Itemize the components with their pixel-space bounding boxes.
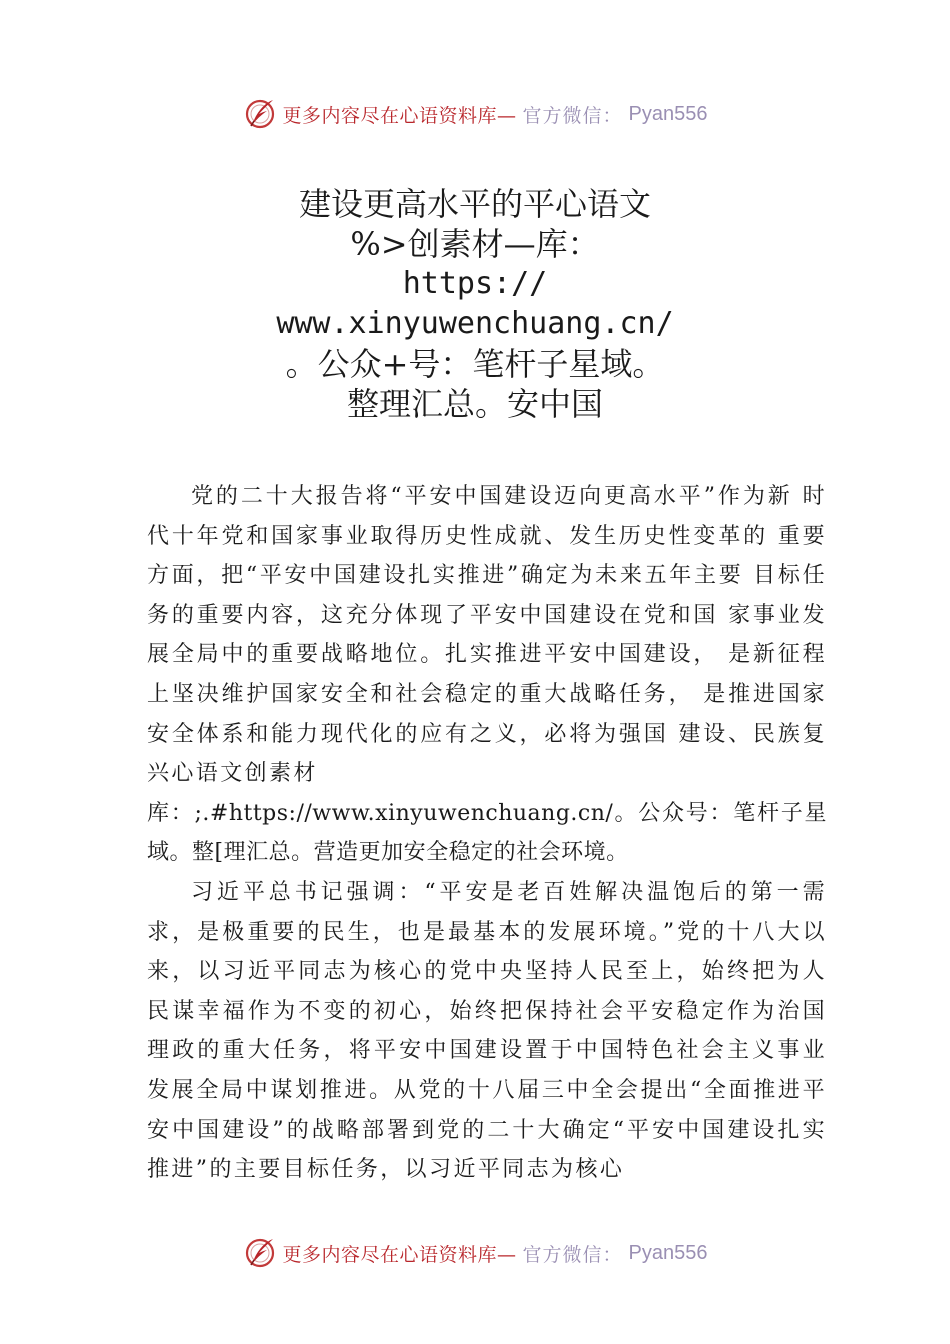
feather-logo-icon (243, 97, 277, 131)
paragraph-1 (147, 477, 827, 873)
banner-wechat-label: 官方微信： (522, 104, 623, 127)
footer-banner (0, 1233, 950, 1273)
document-body (147, 477, 827, 1190)
title-line-1: 建设更高水平的平心语文 (298, 185, 651, 223)
paragraph-1-text: 党的二十大报告将“平安中国建设迈向更高水平”作为新 时代十年党和国家事业取得历史性成就、发生历史性变革的 重要方面，把“平安中国建设扎实推进”确定为未来五年主要 目标任务的重要内容，这充分体现了平安中国建设在党和国 家事业发展全局中的重要战略地位。扎实推进平安中国建设， 是新征程上坚决维护国家安全和社会稳定的重大战略任务， 是推进国家安全体系和能力现代化的应有之义，必将为强国 建设、民族复兴心语文创素材 (147, 484, 827, 787)
document-title (0, 184, 950, 424)
banner-wechat-label: 官方微信： (522, 1243, 623, 1266)
feather-logo-icon (243, 1236, 277, 1270)
title-line-5: 。公众+号：笔杆子星域。 (285, 345, 665, 383)
banner-main-text: 更多内容尽在心语资料库— (282, 104, 517, 127)
banner-main-text: 更多内容尽在心语资料库— (282, 1243, 517, 1266)
title-line-6: 整理汇总。安中国 (346, 385, 603, 423)
title-line-2: %>创素材—库： (350, 225, 600, 263)
banner-wechat-id: Pyan556 (628, 1241, 708, 1264)
banner-wechat-id: Pyan556 (628, 102, 708, 125)
title-line-4: www.xinyuwenchuang.cn/ (276, 306, 674, 341)
paragraph-2: 习近平总书记强调：“平安是老百姓解决温饱后的第一需求，是极重要的民生，也是最基本的发展环境。”党的十八大以来，以习近平同志为核心的党中央坚持人民至上，始终把为人民谋幸福作为不变的初心，始终把保持社会平安稳定作为治国理政的重大任务，将平安中国建设置于中国特色社会主义事业发展全局中谋划推进。从党的十八届三中全会提出“全面推进平安中国建设”的战略部署到党的二十大确定“平安中国建设扎实推进”的主要目标任务，以习近平同志为核心 (147, 879, 827, 1183)
paragraph-1-source-line: 库：;.#https://www.xinyuwenchuang.cn/。公众号：笔杆子星域。整[理汇总。营造更加安全稳定的社会环境。 (147, 800, 827, 866)
header-banner (0, 94, 950, 134)
title-line-3: https:// (402, 266, 548, 301)
